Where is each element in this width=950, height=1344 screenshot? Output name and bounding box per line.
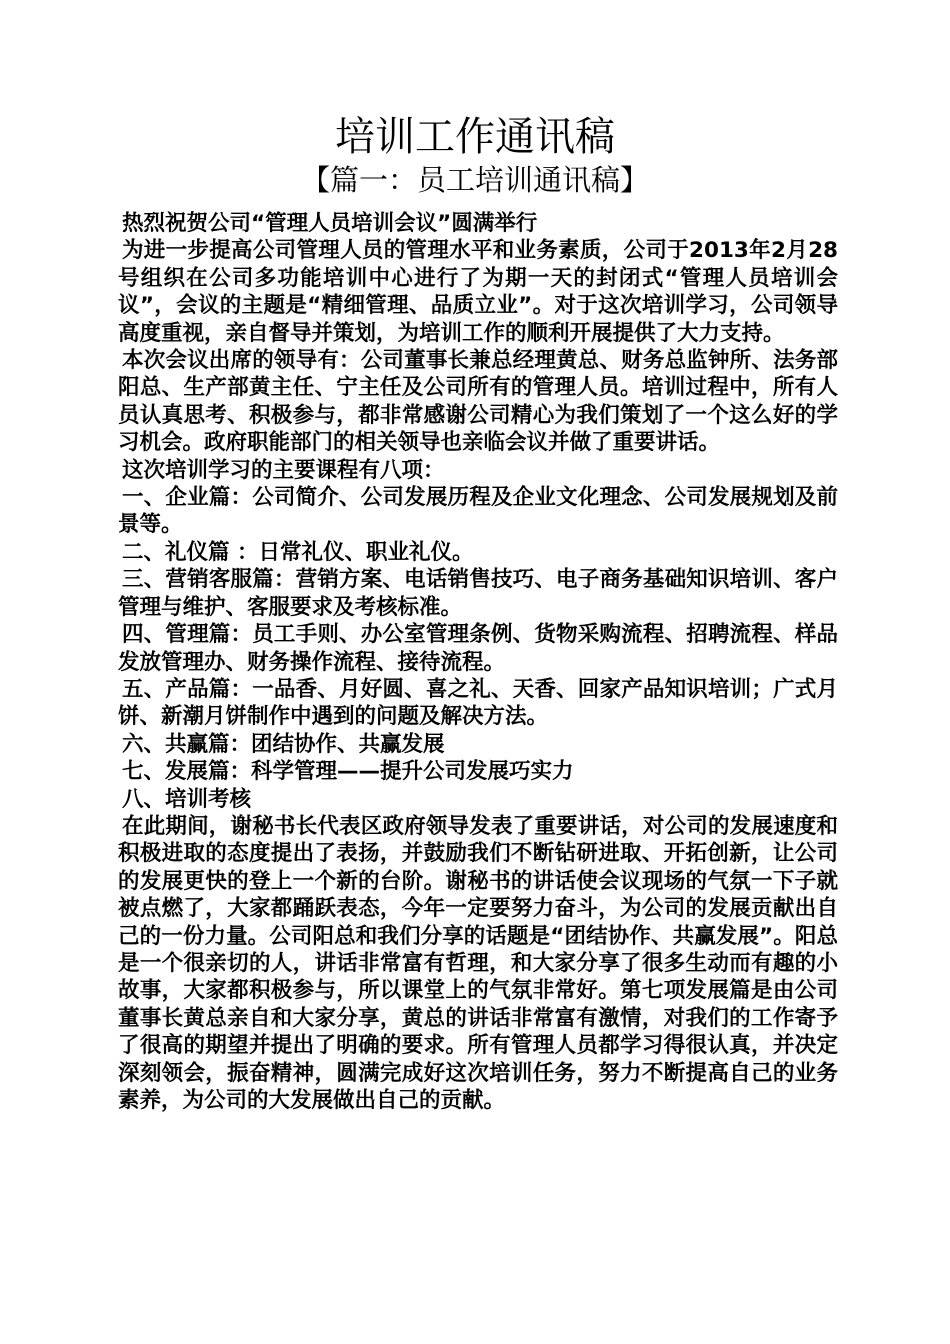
course-item-7: 七、发展篇：科学管理——提升公司发展巧实力 — [122, 759, 574, 785]
article-heading: 热烈祝贺公司“管理人员培训会议”圆满举行 — [122, 211, 538, 236]
paragraph-attendees: 本次会议出席的领导有：公司董事长兼总经理黄总、财务总监钟所、法务部阳总、生产部黄主任、宁主任及公司所有的管理人员。培训过程中，所有人员认真思考、积极参与，都非常感谢公司精心为我们策划了一个这么好的学习机会。政府职能部门的相关领导也亲临会议并做了重要讲话。 — [118, 348, 838, 456]
course-item-4: 四、管理篇：员工手则、办公室管理条例、货物采购流程、招聘流程、样品发放管理办、财务操作流程、接待流程。 — [118, 622, 838, 675]
course-item-2: 二、礼仪篇 ：日常礼仪、职业礼仪。 — [122, 539, 474, 565]
course-item-6: 六、共赢篇：团结协作、共赢发展 — [122, 731, 445, 757]
document-subtitle: 【篇一：员工培训通讯稿】 — [300, 163, 649, 197]
paragraph-summary: 在此期间，谢秘书长代表区政府领导发表了重要讲话，对公司的发展速度和积极进取的态度提出了表扬，并鼓励我们不断钻研进取、开拓创新，让公司的发展更快的登上一个新的台阶。谢秘书的讲话使会议现场的气氛一下子就被点燃了，大家都踊跃表态，今年一定要努力奋斗，为公司的发展贡献出自己的一份力量。公司阳总和我们分享的话题是“团结协作、共赢发展”。阳总是一个很亲切的人，讲话非常富有哲理，和大家分享了很多生动而有趣的小故事，大家都积极参与，所以课堂上的气氛非常好。第七项发展篇是由公司董事长黄总亲自和大家分享，黄总的讲话非常富有激情，对我们的工作寄予了很高的期望并提出了明确的要求。所有管理人员都学习得很认真，并决定深刻领会，振奋精神，圆满完成好这次培训任务，努力不断提高自己的业务素养，为公司的大发展做出自己的贡献。 — [118, 813, 838, 1113]
paragraph-courses-intro: 这次培训学习的主要课程有八项： — [122, 457, 445, 483]
course-item-8: 八、培训考核 — [122, 786, 252, 812]
course-item-5: 五、产品篇：一品香、月好圆、喜之礼、天香、回家产品知识培训；广式月饼、新潮月饼制作中遇到的问题及解决方法。 — [118, 676, 838, 730]
document-body — [118, 210, 838, 1114]
paragraph-intro: 为进一步提高公司管理人员的管理水平和业务素质，公司于2013年2月28号组织在公司多功能培训中心进行了为期一天的封闭式“管理人员培训会议”，会议的主题是“精细管理、品质立业”。对于这次培训学习，公司领导高度重视，亲自督导并策划，为培训工作的顺利开展提供了大力支持。 — [118, 238, 838, 346]
course-item-1: 一、企业篇：公司简介、公司发展历程及企业文化理念、公司发展规划及前景等。 — [118, 485, 838, 538]
document-title: 培训工作通讯稿 — [335, 114, 615, 160]
course-item-3: 三、营销客服篇：营销方案、电话销售技巧、电子商务基础知识培训、客户管理与维护、客服要求及考核标准。 — [118, 567, 838, 620]
